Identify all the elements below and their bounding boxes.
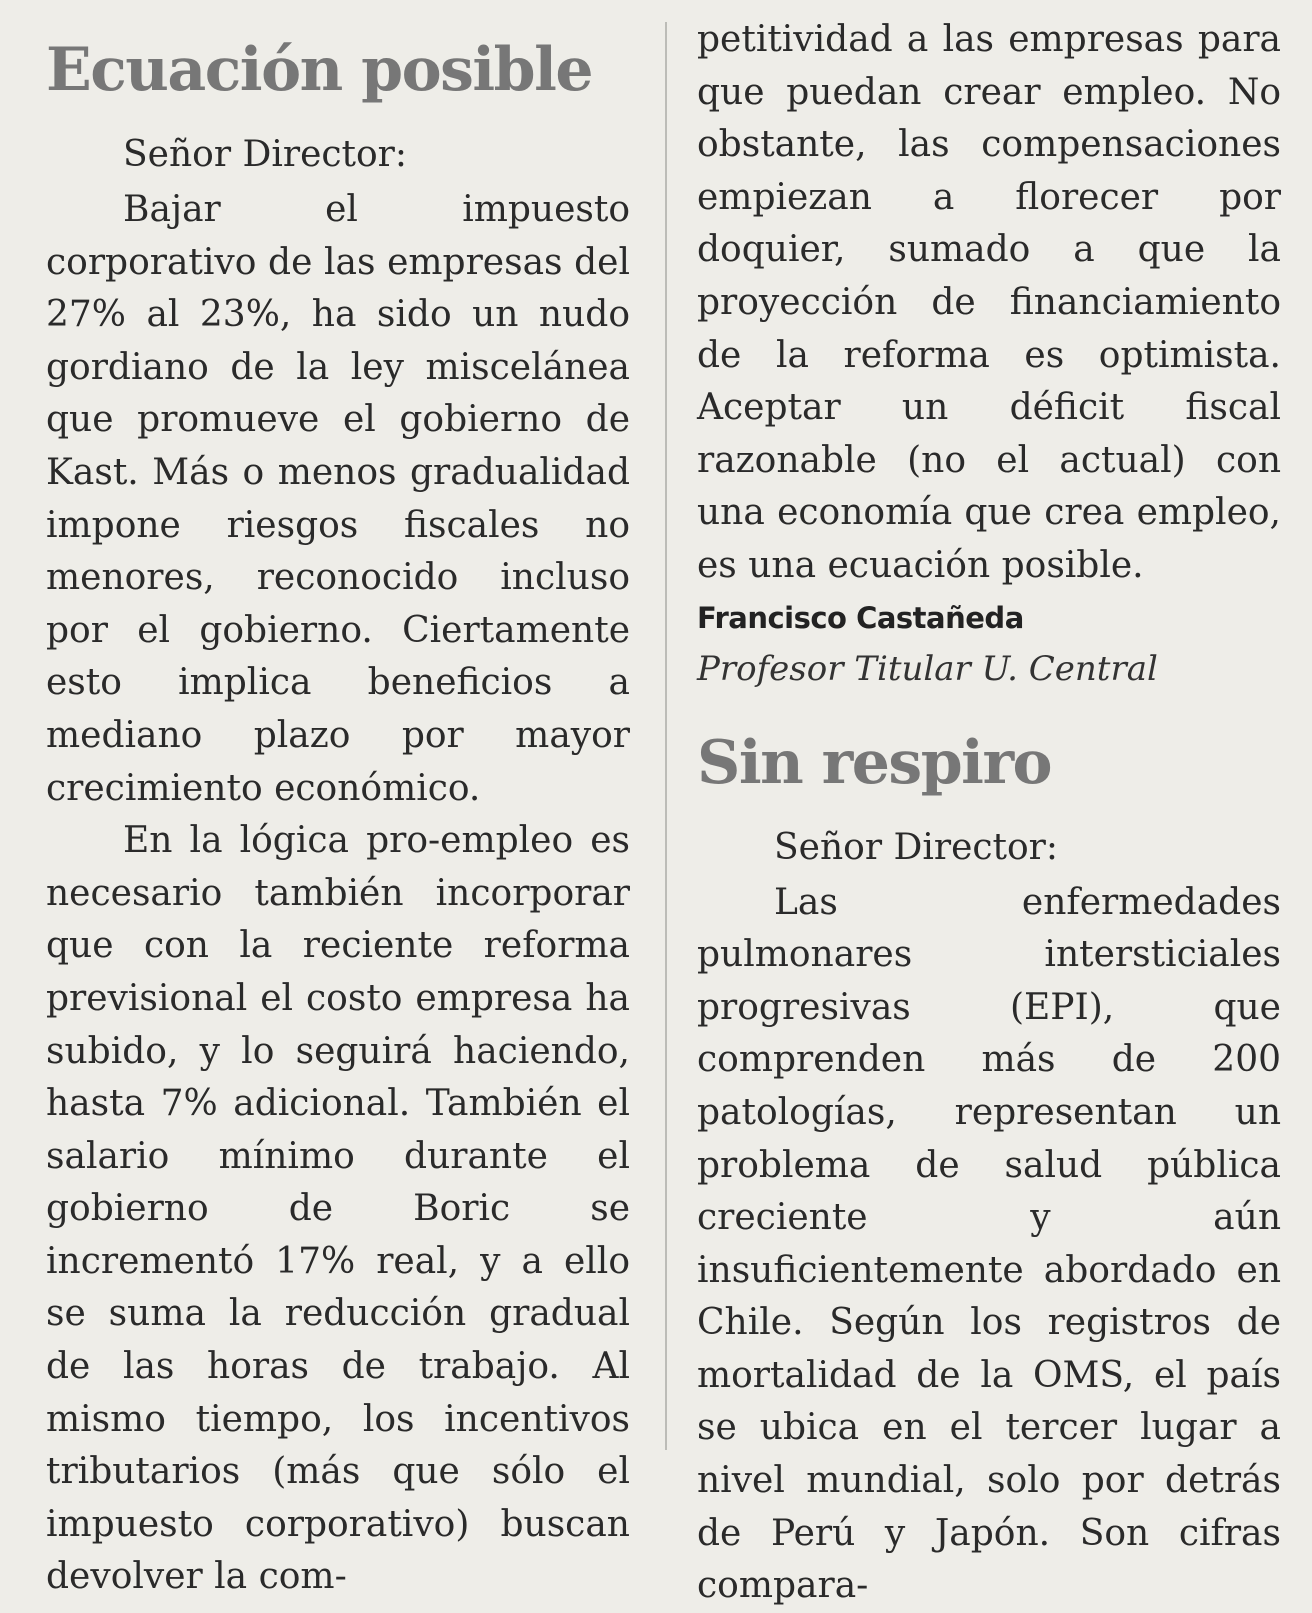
letter-1-salutation: Señor Director: (123, 134, 408, 175)
letter-2-headline: Sin respiro (697, 727, 1052, 798)
right-column (697, 14, 1281, 1613)
letter-1-paragraph-1: Bajar el impuesto corporativo de las empresas del 27% al 23%, ha sido un nudo gordiano de la ley miscelánea que promueve el gobierno de Kast. Más o menos gradualidad impone riesgos fiscales no menores, reconocido incluso por el gobierno. Ciertamente esto implica beneficios a mediano plazo por mayor crecimiento económico. (46, 189, 630, 809)
left-column (46, 14, 630, 1604)
letter-1-author: Francisco Castañeda (697, 600, 1024, 635)
letter-1-author-role: Profesor Titular U. Central (697, 648, 1158, 689)
letter-1-paragraph-2-part-1: En la lógica pro-empleo es necesario también incorporar que con la reciente reforma previsional el costo empresa ha subido, y lo seguirá haciendo, hasta 7% adicional. También el salario mínimo durante el gobierno de Boric se incrementó 17% real, y a ello se suma la reducción gradual de las horas de trabajo. Al mismo tiempo, los incentivos tributarios (más que sólo el impuesto corporativo) buscan devolver la com- (46, 820, 630, 1598)
letter-2-salutation: Señor Director: (774, 826, 1059, 868)
letter-2-paragraph-1: Las enfermedades pulmonares intersticiales progresivas (EPI), que comprenden más de 200 patologías, representan un problema de salud pública creciente y aún insuficientemente abordado en Chile. Según los registros de mortalidad de la OMS, el país se ubica en el tercer lugar a nivel mundial, solo por detrás de Perú y Japón. Son cifras compara- (697, 881, 1281, 1607)
letter-1-paragraph-2-part-2: petitividad a las empresas para que puedan crear empleo. No obstante, las compensaciones empiezan a florecer por doquier, sumado a que la proyección de financiamiento de la reforma es optimista. Aceptar un déficit fiscal razonable (no el actual) con una economía que crea empleo, es una ecuación posible. (697, 19, 1281, 586)
letter-1-headline: Ecuación posible (46, 35, 593, 105)
column-divider (665, 22, 667, 1450)
